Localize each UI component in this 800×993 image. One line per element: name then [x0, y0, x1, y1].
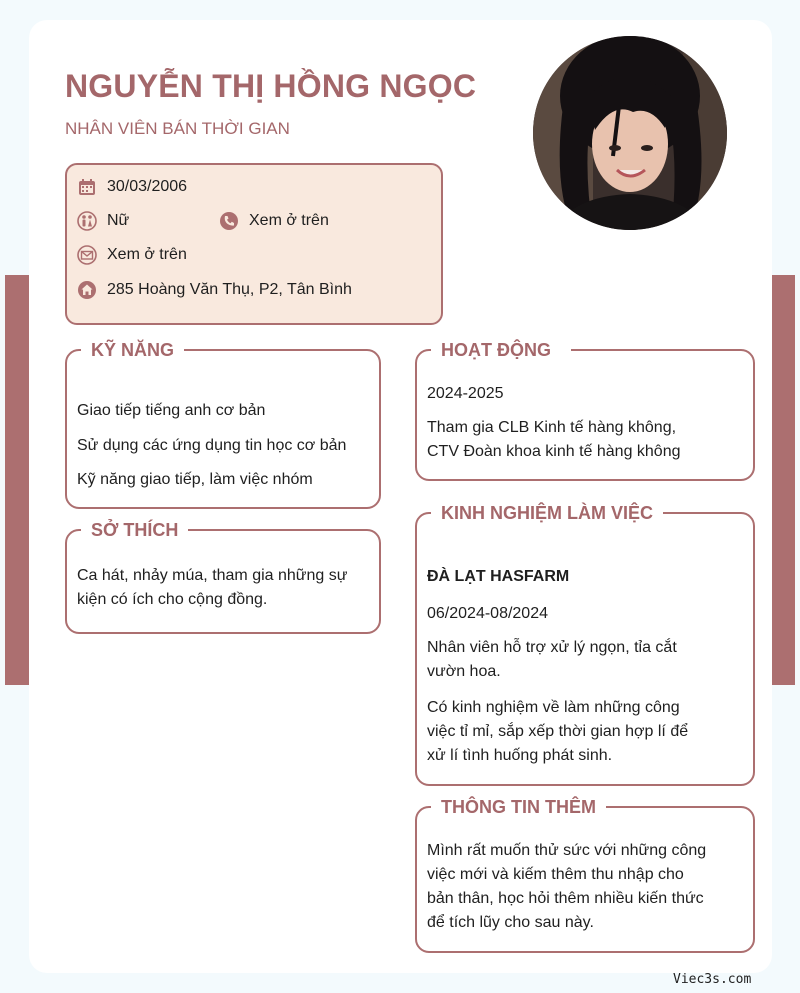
activities-line: Tham gia CLB Kinh tế hàng không,: [427, 419, 677, 436]
hobbies-line: Ca hát, nhảy múa, tham gia những sự: [77, 567, 348, 584]
gender-row: [77, 211, 129, 231]
experience-desc-line: xử lí tình huống phát sinh.: [427, 747, 613, 764]
experience-title: KINH NGHIỆM LÀM VIỆC: [431, 502, 663, 524]
skills-title: KỸ NĂNG: [81, 339, 184, 361]
experience-desc-line: Có kinh nghiệm về làm những công: [427, 699, 680, 716]
address-row: [77, 280, 352, 300]
left-decor-band: [5, 275, 29, 685]
gender-icon: [77, 211, 97, 231]
email-row: [77, 245, 187, 265]
avatar: [533, 36, 727, 230]
extra-info-line: để tích lũy cho sau này.: [427, 914, 594, 931]
email-text: Xem ở trên: [107, 246, 187, 263]
extra-info-line: Mình rất muốn thử sức với những công: [427, 842, 707, 859]
watermark: Viec3s.com: [673, 972, 752, 987]
phone-text: Xem ở trên: [249, 212, 329, 229]
gender-text: Nữ: [107, 212, 130, 229]
phone-row: [219, 211, 329, 231]
hobbies-section: [65, 520, 381, 634]
right-decor-band: [772, 275, 795, 685]
extra-info-title: THÔNG TIN THÊM: [431, 796, 606, 818]
email-icon: [77, 245, 97, 265]
calendar-icon: [77, 177, 97, 197]
extra-info-line: bản thân, học hỏi thêm nhiều kiến thức: [427, 890, 704, 907]
home-icon: [77, 280, 97, 300]
skills-section: [65, 340, 381, 509]
experience-desc-line: vườn hoa.: [427, 663, 501, 680]
experience-company: ĐÀ LẠT HASFARM: [427, 568, 570, 585]
birthday-row: [77, 177, 187, 197]
experience-period: 06/2024-08/2024: [427, 605, 548, 622]
extra-info-section: [415, 797, 755, 953]
activities-period: 2024-2025: [427, 385, 504, 402]
hobbies-title: SỞ THÍCH: [81, 519, 188, 541]
experience-desc-line: việc tỉ mỉ, sắp xếp thời gian hợp lí để: [427, 723, 689, 740]
skill-item: Sử dụng các ứng dụng tin học cơ bản: [77, 437, 347, 454]
activities-section: [415, 340, 755, 481]
skill-item: Giao tiếp tiếng anh cơ bản: [77, 402, 266, 419]
phone-icon: [219, 211, 239, 231]
skill-item: Kỹ năng giao tiếp, làm việc nhóm: [77, 471, 313, 488]
activities-line: CTV Đoàn khoa kinh tế hàng không: [427, 443, 681, 460]
birthday-text: 30/03/2006: [107, 178, 188, 195]
address-text: 285 Hoàng Văn Thụ, P2, Tân Bình: [107, 281, 352, 298]
experience-desc-line: Nhân viên hỗ trợ xử lý ngọn, tỉa cắt: [427, 639, 677, 656]
candidate-name: NGUYỄN THỊ HỒNG NGỌC: [65, 68, 477, 104]
extra-info-line: việc mới và kiếm thêm thu nhập cho: [427, 866, 684, 883]
activities-title: HOẠT ĐỘNG: [431, 339, 571, 361]
hobbies-line: kiện có ích cho cộng đồng.: [77, 591, 268, 608]
job-position: NHÂN VIÊN BÁN THỜI GIAN: [65, 119, 290, 138]
avatar-photo: [533, 36, 727, 230]
experience-section: [415, 503, 755, 786]
